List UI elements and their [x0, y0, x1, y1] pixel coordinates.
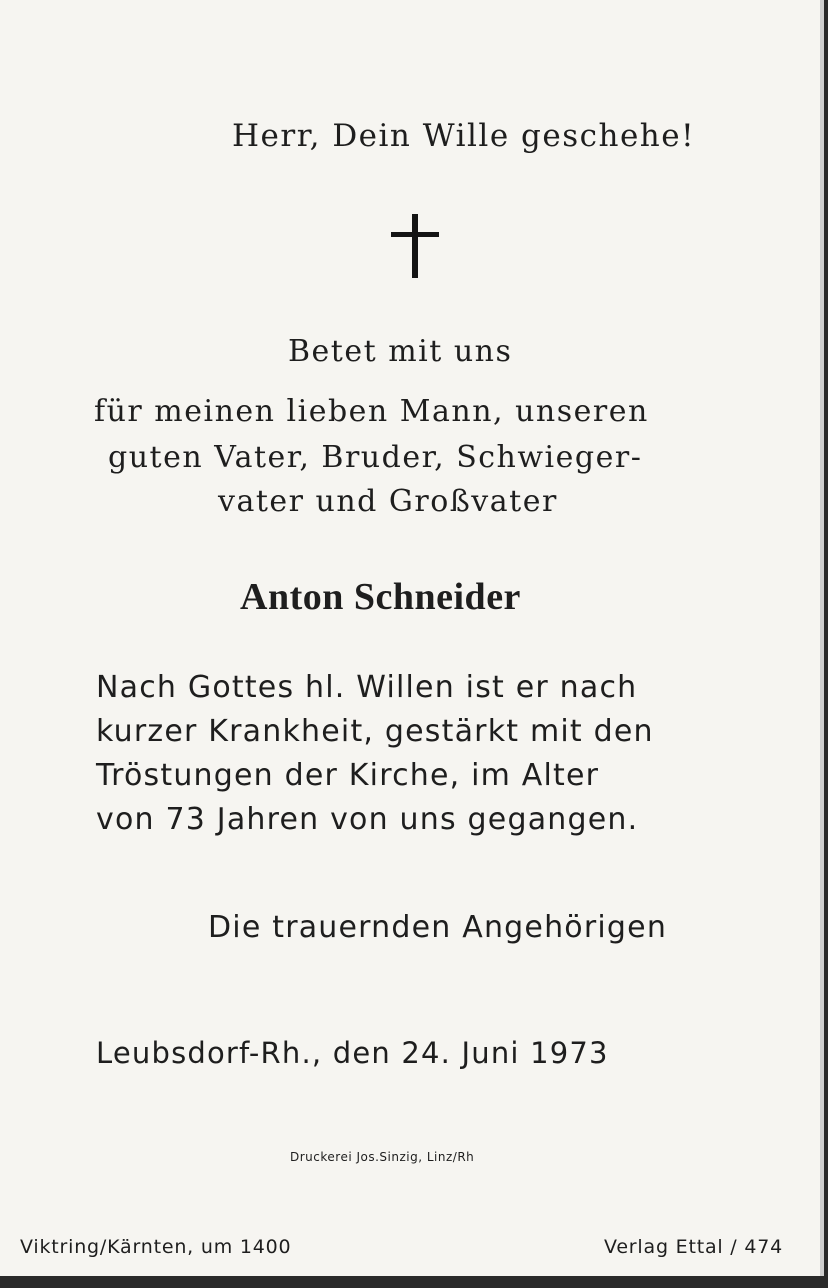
prayer-intro: Betet mit uns: [288, 334, 513, 369]
relation-line-2: guten Vater, Bruder, Schwieger-: [108, 440, 643, 475]
relation-line-3: vater und Großvater: [218, 484, 558, 519]
place-date: Leubsdorf-Rh., den 24. Juni 1973: [96, 1036, 609, 1070]
footer-origin: Viktring/Kärnten, um 1400: [20, 1236, 292, 1258]
relation-line-1: für meinen lieben Mann, unseren: [94, 394, 649, 429]
obituary-line-2: kurzer Krankheit, gestärkt mit den: [96, 714, 654, 749]
heading: Herr, Dein Wille geschehe!: [232, 118, 696, 154]
obituary-line-1: Nach Gottes hl. Willen ist er nach: [96, 670, 638, 705]
scan-edge: [0, 1276, 828, 1288]
cross-horizontal-bar: [391, 232, 439, 237]
cross-icon: [391, 214, 439, 278]
printer-imprint: Druckerei Jos.Sinzig, Linz/Rh: [290, 1150, 475, 1164]
obituary-line-3: Tröstungen der Kirche, im Alter: [96, 758, 600, 793]
mourners-line: Die trauernden Angehörigen: [208, 910, 668, 945]
deceased-name: Anton Schneider: [240, 576, 521, 618]
obituary-line-4: von 73 Jahren von uns gegangen.: [96, 802, 639, 837]
cross-vertical-bar: [412, 214, 418, 278]
footer-publisher: Verlag Ettal / 474: [604, 1236, 784, 1258]
